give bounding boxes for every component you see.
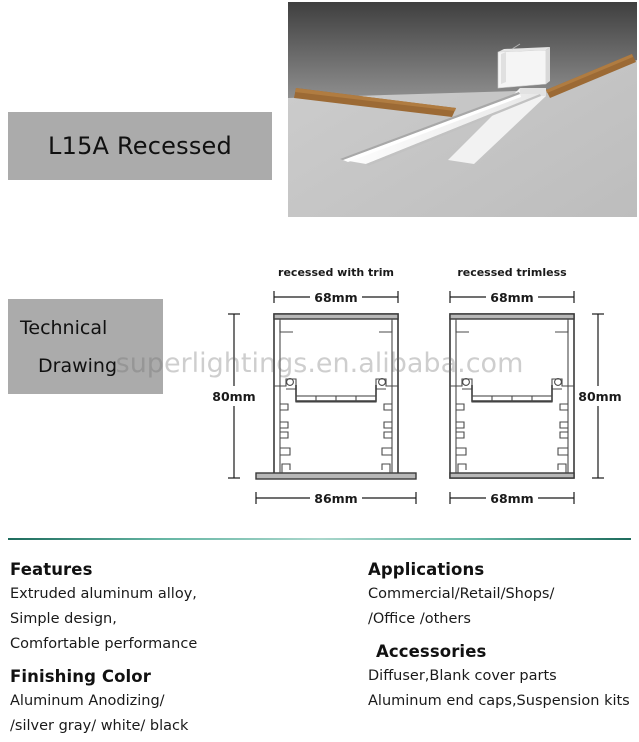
page-title: L15A Recessed <box>48 132 232 160</box>
dim-width-top-right: 68mm <box>490 290 534 305</box>
dim-height-right: 80mm <box>578 389 622 404</box>
features-line-2: Simple design, <box>10 611 117 627</box>
technical-drawing-label-line2: Drawing <box>38 354 118 377</box>
drawing-recessed-trimless <box>450 266 628 507</box>
technical-drawing-label-line1: Technical <box>20 316 108 339</box>
watermark: superlightings.en.alibaba.com <box>115 348 524 379</box>
features-line-3: Comfortable performance <box>10 636 198 652</box>
technical-drawings <box>200 258 639 520</box>
product-title-plate <box>8 112 272 180</box>
drawing-caption-left: recessed with trim <box>278 266 394 279</box>
dim-width-top-left: 68mm <box>314 290 358 305</box>
dim-width-bottom-right: 68mm <box>490 491 534 506</box>
applications-line-2: /Office /others <box>368 611 471 627</box>
accessories-line-1: Diffuser,Blank cover parts <box>368 668 557 684</box>
applications-heading: Applications <box>368 560 485 579</box>
accessories-heading: Accessories <box>376 642 487 661</box>
drawing-recessed-with-trim <box>208 266 416 507</box>
applications-line-1: Commercial/Retail/Shops/ <box>368 586 555 602</box>
dim-width-bottom-left: 86mm <box>314 491 358 506</box>
product-photo <box>288 2 637 217</box>
drawing-caption-right: recessed trimless <box>457 266 567 279</box>
finishing-color-line-1: Aluminum Anodizing/ <box>10 693 165 709</box>
accessories-line-2: Aluminum end caps,Suspension kits <box>368 693 630 709</box>
finishing-color-line-2: /silver gray/ white/ black <box>10 718 189 734</box>
features-block <box>10 560 350 657</box>
technical-drawing-label-plate <box>8 299 163 394</box>
finishing-color-heading: Finishing Color <box>10 667 151 686</box>
accessories-block <box>368 642 639 714</box>
dim-height-left: 80mm <box>212 389 256 404</box>
finishing-color-block <box>10 667 350 739</box>
features-heading: Features <box>10 560 93 579</box>
info-column-right <box>368 560 639 714</box>
info-column-left <box>10 560 350 739</box>
applications-block <box>368 560 639 632</box>
section-divider <box>8 538 631 540</box>
features-line-1: Extruded aluminum alloy, <box>10 586 197 602</box>
